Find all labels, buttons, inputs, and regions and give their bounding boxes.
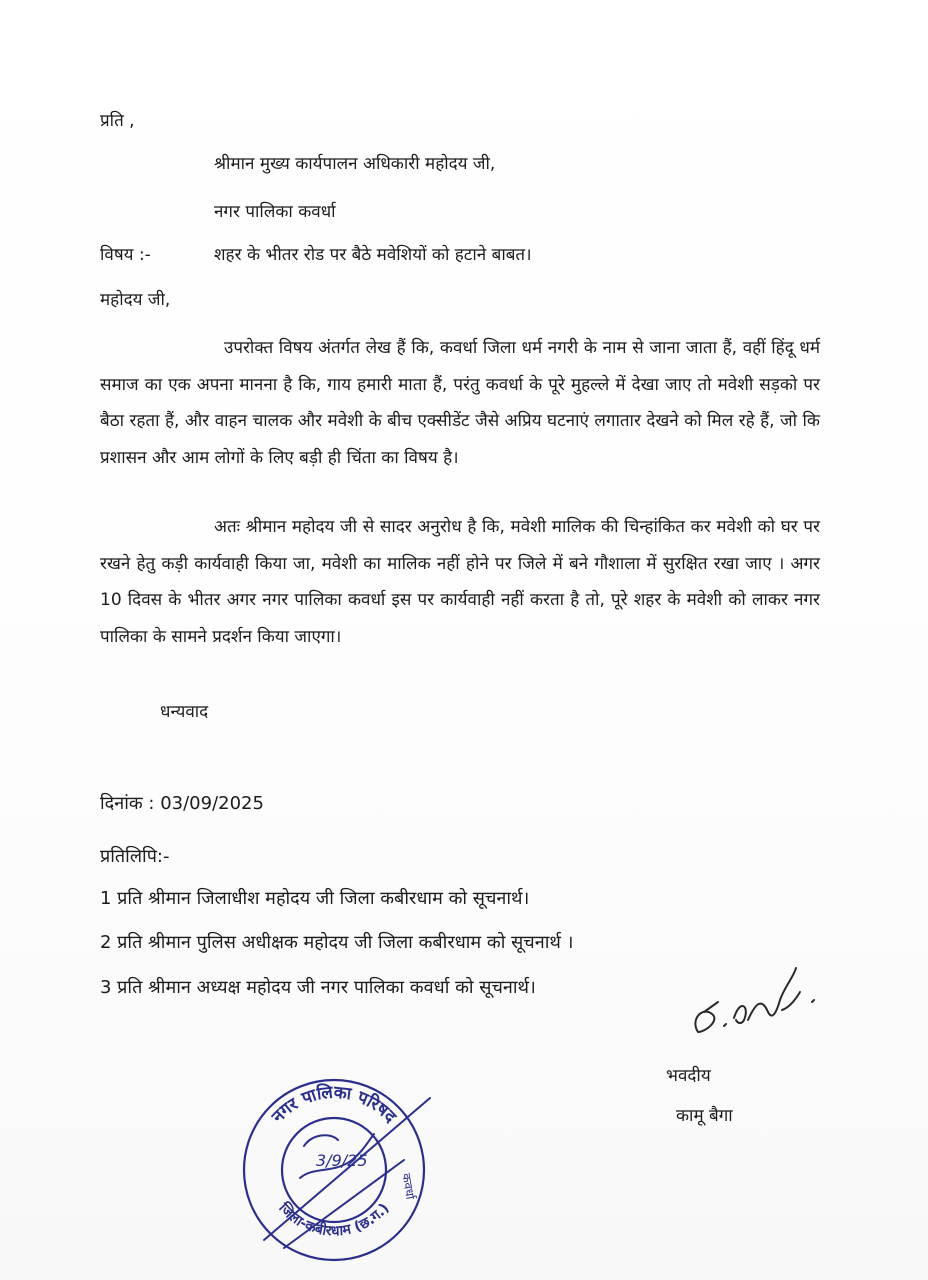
svg-text:3/9/25: 3/9/25	[316, 1151, 368, 1170]
to-label: प्रति ,	[100, 111, 135, 131]
official-stamp	[234, 1070, 434, 1270]
cc-label: प्रतिलिपि:-	[100, 846, 170, 867]
cc-item-3: 3 प्रति श्रीमान अध्यक्ष महोदय जी नगर पालिका कवर्धा को सूचनार्थ।	[100, 977, 536, 998]
salutation: महोदय जी,	[100, 290, 171, 310]
thanks-text: धन्यवाद	[160, 702, 209, 722]
cc-item-2: 2 प्रति श्रीमान पुलिस अधीक्षक महोदय जी जिला कबीरधाम को सूचनार्थ ।	[100, 932, 574, 953]
body-paragraph-1	[100, 330, 820, 476]
closing-text: भवदीय	[666, 1066, 711, 1086]
recipient-office: नगर पालिका कवर्धा	[214, 202, 336, 222]
body-paragraph-1-text: उपरोक्त विषय अंतर्गत लेख हैं कि, कवर्धा जिला धर्म नगरी के नाम से जाना जाता हैं, वहीं हिंदू धर्म समाज का एक अपना मानना है कि, गाय हमारी माता हैं, परंतु कवर्धा के पूरे मुहल्ले में देखा जाए तो मवेशी सड़को पर बैठा रहता हैं, और वाहन चालक और मवेशी के बीच एक्सीडेंट जैसे अप्रिय घटनाएं लगातार देखने को मिल रहे हैं, जो कि प्रशासन और आम लोगों के लिए बड़ी ही चिंता का विषय है।	[100, 338, 820, 468]
date-line: दिनांक : 03/09/2025	[100, 793, 264, 814]
svg-text:कवर्धा: कवर्धा	[399, 1172, 418, 1201]
subject-text: शहर के भीतर रोड पर बैठे मवेशियों को हटाने बाबत।	[214, 245, 532, 265]
body-paragraph-2-text: अतः श्रीमान महोदय जी से सादर अनुरोध है कि, मवेशी मालिक की चिन्हांकित कर मवेशी को घर पर रखने हेतु कड़ी कार्यवाही किया जा, मवेशी का मालिक नहीं होने पर जिले में बने गौशाला में सुरक्षित रखा जाए । अगर 10 दिवस के भीतर अगर नगर पालिका कवर्धा इस पर कार्यवाही नहीं करता है तो, पूरे शहर के मवेशी को लाकर नगर पालिका के सामने प्रदर्शन किया जाएगा।	[100, 517, 820, 647]
svg-text:नगर पालिका परिषद: नगर पालिका परिषद	[268, 1082, 401, 1127]
cc-item-1: 1 प्रति श्रीमान जिलाधीश महोदय जी जिला कबीरधाम को सूचनार्थ।	[100, 888, 530, 909]
subject-label: विषय :-	[100, 245, 151, 265]
sender-name: कामू बैगा	[676, 1106, 733, 1126]
recipient-title: श्रीमान मुख्य कार्यपालन अधिकारी महोदय जी,	[214, 154, 496, 174]
svg-text:जिला-कबीरधाम (छ.ग.): जिला-कबीरधाम (छ.ग.)	[275, 1200, 393, 1240]
body-paragraph-2	[100, 509, 820, 655]
signature-mark	[684, 962, 824, 1042]
